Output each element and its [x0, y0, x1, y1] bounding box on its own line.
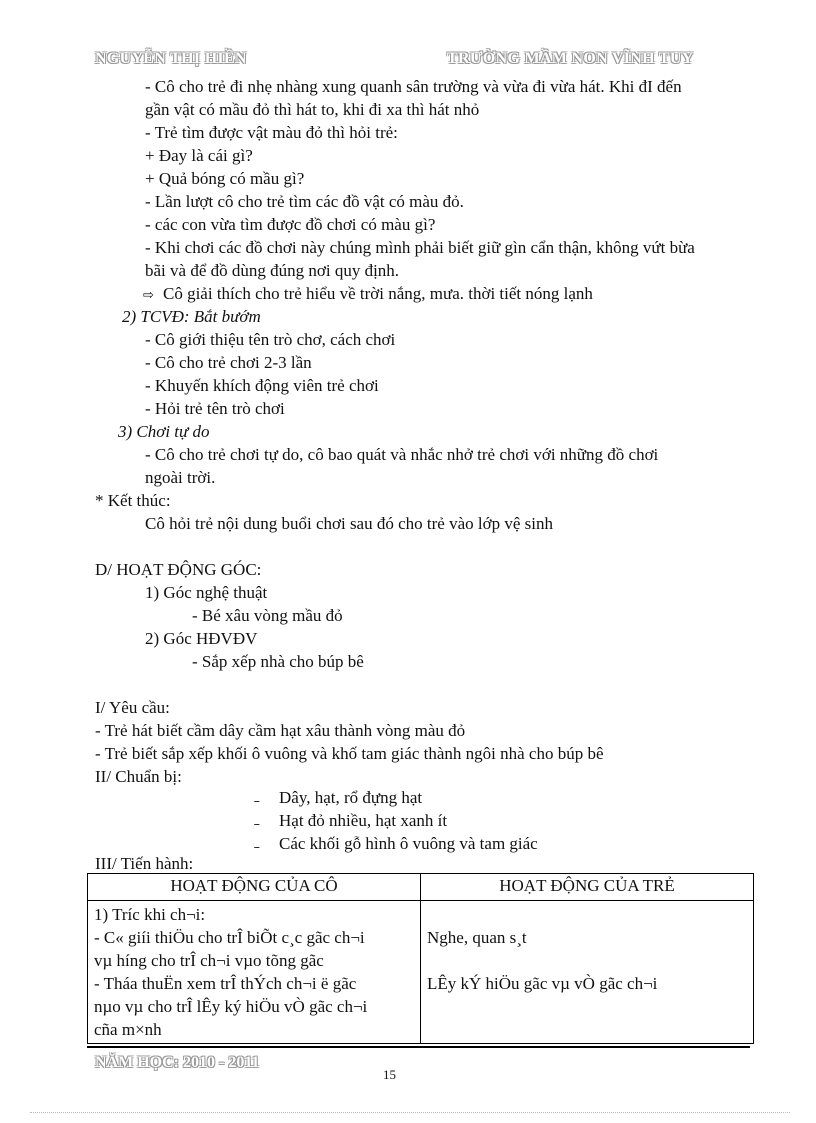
- list-item: Hạt đỏ nhiều, hạt xanh ít: [279, 811, 448, 830]
- cell-line: LÊy kÝ hiÖu gãc vµ vÒ gãc ch¬i: [427, 974, 658, 993]
- table-header-teacher: HOẠT ĐỘNG CỦA CÔ: [88, 874, 421, 901]
- section-heading: 2) TCVĐ: Bắt bướm: [122, 307, 261, 326]
- cell-line: nµo vµ cho trÎ lÊy ký hiÖu vÒ gãc ch¬i: [94, 997, 368, 1016]
- arrow-right-icon: ⇨: [143, 288, 154, 303]
- footer-rule: [87, 1046, 750, 1048]
- body-line: - Cô giới thiệu tên trò chơ, cách chơi: [145, 330, 396, 349]
- cell-line: - Tháa thuËn xem trÎ thÝch ch¬i ë gãc: [94, 974, 357, 993]
- body-line: - Trẻ biết sắp xếp khối ô vuông và khố tam giác thành ngôi nhà cho búp bê: [95, 744, 604, 763]
- page-number: 15: [383, 1067, 396, 1082]
- bullet-dash: ˗: [254, 836, 260, 855]
- body-line: bãi và để đồ dùng đúng nơi quy định.: [145, 261, 400, 280]
- bullet-dash: ˗: [254, 790, 260, 809]
- section-heading: D/ HOẠT ĐỘNG GÓC:: [95, 560, 262, 579]
- body-line: - Lần lượt cô cho trẻ tìm các đồ vật có màu đỏ.: [145, 192, 464, 211]
- cell-line: Nghe, quan s¸t: [427, 928, 527, 947]
- cell-line: - C« giíi thiÖu cho trÎ biÕt c¸c gãc ch¬i: [94, 928, 365, 947]
- section-heading: I/ Yêu cầu:: [95, 698, 170, 717]
- body-line: 2) Góc HĐVĐV: [145, 629, 258, 648]
- header-school-name: TRƯỜNG MẦM NON VĨNH TUY: [447, 50, 694, 67]
- cell-line: cña m×nh: [94, 1020, 162, 1039]
- body-line: - Trẻ tìm được vật màu đỏ thì hỏi trẻ:: [145, 123, 398, 142]
- table-row: [88, 901, 754, 1044]
- body-line: - Bé xâu vòng mầu đỏ: [192, 606, 343, 625]
- body-line: + Đay là cái gì?: [145, 146, 253, 165]
- table-cell-children: [421, 901, 754, 1044]
- body-line: - Cô cho trẻ chơi 2-3 lần: [145, 353, 312, 372]
- body-line: gần vật có mầu đỏ thì hát to, khi đi xa thì hát nhỏ: [145, 100, 480, 119]
- bullet-dash: ˗: [254, 813, 260, 832]
- header-teacher-name: NGUYỄN THỊ HIỀN: [95, 50, 247, 67]
- body-line: - Cô cho trẻ chơi tự do, cô bao quát và nhắc nhở trẻ chơi với những đồ chơi: [145, 445, 659, 464]
- body-line: 1) Góc nghệ thuật: [145, 583, 268, 602]
- page-bottom-divider: [30, 1112, 790, 1113]
- body-line: - Cô cho trẻ đi nhẹ nhàng xung quanh sân trường và vừa đi vừa hát. Khi đI đến: [145, 77, 682, 96]
- section-heading: II/ Chuẩn bị:: [95, 767, 182, 786]
- cell-line: 1) Tríc khi ch¬i:: [94, 905, 206, 924]
- activity-table: [87, 873, 754, 1044]
- footer-school-year: NĂM HỌC: 2010 - 2011: [95, 1054, 260, 1071]
- list-item: Các khối gỗ hình ô vuông và tam giác: [279, 834, 538, 853]
- table-cell-teacher: [88, 901, 421, 1044]
- table-header-row: [88, 874, 754, 901]
- body-line: - Khuyến khích động viên trẻ chơi: [145, 376, 379, 395]
- list-item: Dây, hạt, rổ đựng hạt: [279, 788, 423, 807]
- section-heading: III/ Tiến hành:: [95, 854, 194, 873]
- section-heading: * Kết thúc:: [95, 491, 171, 510]
- body-line: + Quả bóng có mầu gì?: [145, 169, 305, 188]
- body-line: Cô hỏi trẻ nội dung buổi chơi sau đó cho trẻ vào lớp vệ sinh: [145, 514, 553, 533]
- cell-line: vµ híng cho trÎ ch¬i vµo tõng gãc: [94, 951, 324, 970]
- body-line: - Trẻ hát biết cầm dây cầm hạt xâu thành vòng màu đỏ: [95, 721, 466, 740]
- body-line: - các con vừa tìm được đồ chơi có màu gì?: [145, 215, 436, 234]
- table-header-children: HOẠT ĐỘNG CỦA TRẺ: [421, 874, 754, 901]
- body-line: - Sắp xếp nhà cho búp bê: [192, 652, 364, 671]
- body-line: - Hỏi trẻ tên trò chơi: [145, 399, 285, 418]
- body-line: - Khi chơi các đồ chơi này chúng mình phải biết giữ gìn cẩn thận, không vứt bừa: [145, 238, 695, 257]
- body-line: ngoài trời.: [145, 468, 216, 487]
- body-line: ⇨ Cô giải thích cho trẻ hiểu về trời nắng, mưa. thời tiết nóng lạnh: [143, 282, 593, 307]
- section-heading: 3) Chơi tự do: [118, 422, 210, 441]
